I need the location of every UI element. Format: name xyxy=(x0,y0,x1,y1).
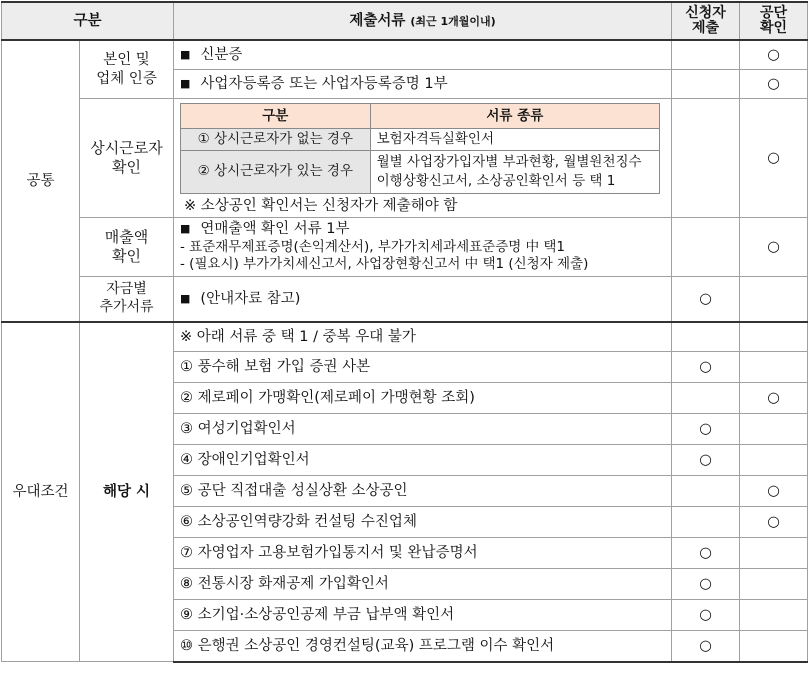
applicant-cell xyxy=(672,383,740,414)
preferential-item: ② 제로페이 가맹확인(제로페이 가맹현황 조회) xyxy=(174,383,672,414)
table-row xyxy=(2,276,808,322)
applicant-cell xyxy=(672,40,740,70)
header-applicant-line2: 제출 xyxy=(691,20,720,36)
header-documents-note: (최근 1개월이내) xyxy=(410,14,496,28)
sales-docs-cell xyxy=(174,217,672,276)
agency-cell xyxy=(740,445,808,476)
sales-item-financial: - 표준재무제표증명(손익계산서), 부가가치세과세표준증명 中 택1 xyxy=(180,238,565,255)
sales-item-annual: ■ 연매출액 확인 서류 1부 xyxy=(180,220,665,239)
preferential-item: ① 풍수해 보험 가입 증권 사본 xyxy=(174,352,672,383)
preferential-note: ※ 아래 서류 중 택 1 / 중복 우대 불가 xyxy=(174,322,672,352)
agency-check-mark: ○ xyxy=(740,476,808,507)
preferential-item: ⑥ 소상공인역량강화 컨설팅 수진업체 xyxy=(174,507,672,538)
sales-item-optional: - (필요시) 부가가치세신고서, 사업장현황신고서 中 택1 (신청자 제출) xyxy=(180,256,589,273)
agency-cell xyxy=(740,414,808,445)
preferential-sub-label: 해당 시 xyxy=(80,322,174,662)
inner-row-workers-category: ② 상시근로자가 있는 경우 xyxy=(181,150,371,193)
applicant-cell xyxy=(672,322,740,352)
fund-item: ■ (안내자료 참고) xyxy=(174,276,672,322)
table-row xyxy=(2,322,808,352)
table-row xyxy=(2,40,808,70)
inner-row-workers-docs: 월별 사업장가입자별 부과현황, 월별원천징수이행상황신고서, 소상공인확인서 등 택 1 xyxy=(370,150,659,193)
identity-item-id-card: ■ 신분증 xyxy=(174,40,672,70)
header-applicant-line1: 신청자 xyxy=(685,5,726,22)
fund-label: 자금별 추가서류 xyxy=(80,276,174,322)
header-documents-label: 제출서류 xyxy=(349,12,406,29)
applicant-check-mark: ○ xyxy=(672,569,740,600)
agency-check-mark: ○ xyxy=(740,383,808,414)
required-documents-table xyxy=(1,1,808,663)
agency-check-mark: ○ xyxy=(740,40,808,70)
inner-row-no-workers-docs: 보험자격득실확인서 xyxy=(370,129,659,151)
sales-label: 매출액 확인 xyxy=(80,217,174,276)
header-category: 구분 xyxy=(2,2,174,40)
agency-cell xyxy=(740,600,808,631)
applicant-check-mark: ○ xyxy=(672,538,740,569)
header-agency xyxy=(740,2,808,40)
preferential-item: ⑩ 은행권 소상공인 경영컨설팅(교육) 프로그램 이수 확인서 xyxy=(174,631,672,662)
common-label: 공통 xyxy=(2,40,80,322)
fulltime-note: ※ 소상공인 확인서는 신청자가 제출해야 함 xyxy=(184,197,458,214)
table-row xyxy=(2,217,808,276)
applicant-cell xyxy=(672,70,740,99)
agency-check-mark: ○ xyxy=(740,70,808,99)
agency-cell xyxy=(740,631,808,662)
inner-header-category: 구분 xyxy=(181,104,371,129)
fulltime-inner-table xyxy=(180,103,660,194)
agency-cell xyxy=(740,352,808,383)
applicant-check-mark: ○ xyxy=(672,276,740,322)
agency-check-mark: ○ xyxy=(740,217,808,276)
fulltime-docs-cell xyxy=(174,99,672,218)
preferential-item: ④ 장애인기업확인서 xyxy=(174,445,672,476)
applicant-check-mark: ○ xyxy=(672,352,740,383)
header-agency-line1: 공단 xyxy=(759,5,788,22)
preferential-item: ⑦ 자영업자 고용보험가입통지서 및 완납증명서 xyxy=(174,538,672,569)
identity-label: 본인 및 업체 인증 xyxy=(80,40,174,99)
agency-cell xyxy=(740,276,808,322)
applicant-check-mark: ○ xyxy=(672,631,740,662)
identity-item-business-registration: ■ 사업자등록증 또는 사업자등록증명 1부 xyxy=(174,70,672,99)
preferential-item: ③ 여성기업확인서 xyxy=(174,414,672,445)
applicant-cell xyxy=(672,99,740,218)
agency-cell xyxy=(740,569,808,600)
applicant-check-mark: ○ xyxy=(672,414,740,445)
agency-check-mark: ○ xyxy=(740,99,808,218)
preferential-item: ⑤ 공단 직접대출 성실상환 소상공인 xyxy=(174,476,672,507)
preferential-label: 우대조건 xyxy=(2,322,80,662)
applicant-cell xyxy=(672,217,740,276)
applicant-check-mark: ○ xyxy=(672,445,740,476)
agency-check-mark: ○ xyxy=(740,507,808,538)
preferential-item: ⑨ 소기업·소상공인공제 부금 납부액 확인서 xyxy=(174,600,672,631)
table-row xyxy=(2,99,808,218)
header-applicant xyxy=(672,2,740,40)
preferential-item: ⑧ 전통시장 화재공제 가입확인서 xyxy=(174,569,672,600)
applicant-cell xyxy=(672,507,740,538)
agency-cell xyxy=(740,322,808,352)
fulltime-label: 상시근로자 확인 xyxy=(80,99,174,218)
applicant-cell xyxy=(672,476,740,507)
agency-cell xyxy=(740,538,808,569)
header-agency-line2: 확인 xyxy=(759,20,788,36)
applicant-check-mark: ○ xyxy=(672,600,740,631)
table-header-row xyxy=(2,2,808,40)
inner-row-no-workers-category: ① 상시근로자가 없는 경우 xyxy=(181,129,371,151)
inner-header-docs: 서류 종류 xyxy=(370,104,659,129)
header-documents xyxy=(174,2,672,40)
